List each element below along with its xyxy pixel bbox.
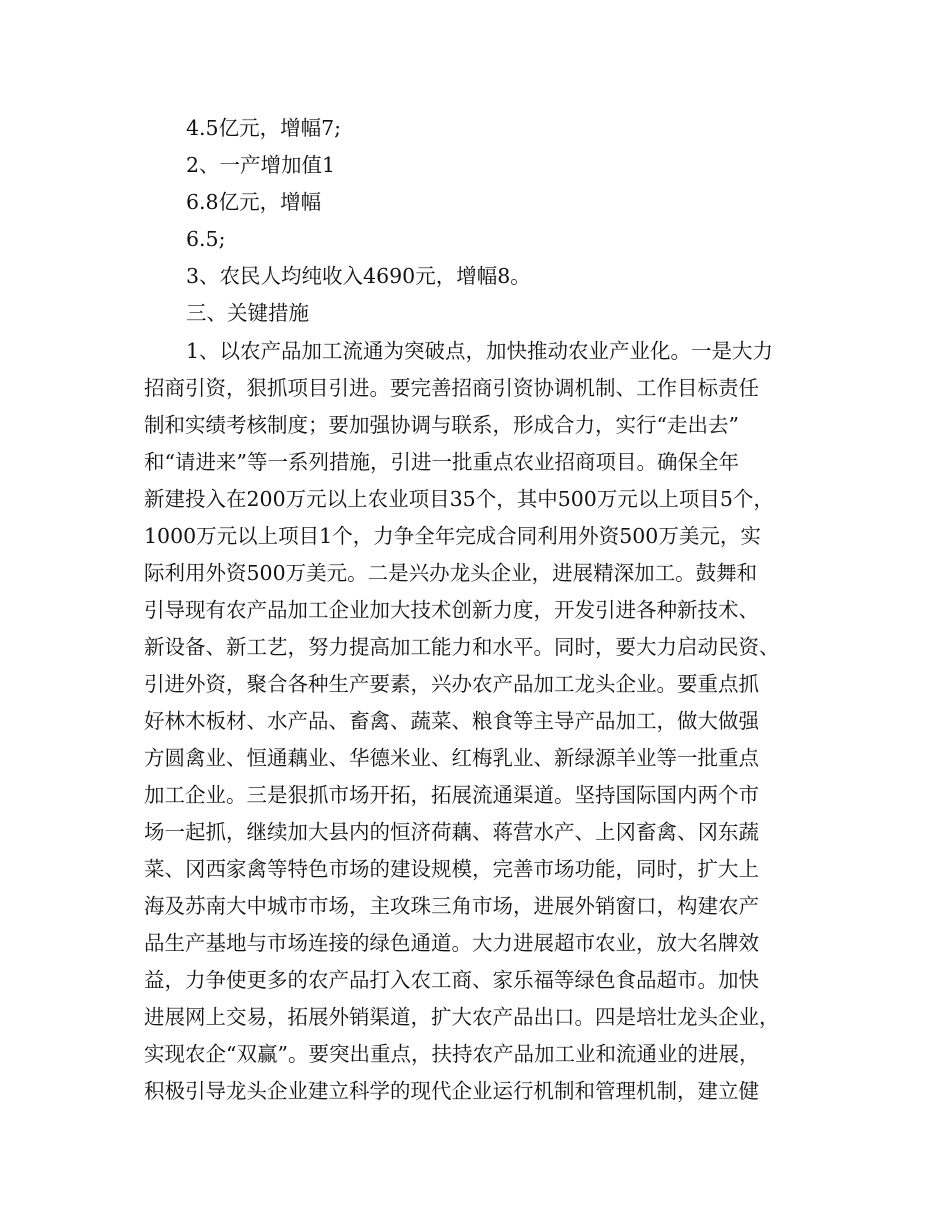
section-heading: 三、关键措施 — [186, 301, 309, 325]
text-line: 6.5; — [186, 227, 226, 251]
paragraph-line: 招商引资，狠抓项目引进。要完善招商引资协调机制、工作目标责任 — [144, 376, 759, 400]
paragraph-line: 引导现有农产品加工企业加大技术创新力度，开发引进各种新技术、 — [144, 598, 759, 622]
paragraph-line: 进展网上交易，拓展外销渠道，扩大农产品出口。四是培壮龙头企业， — [144, 1005, 780, 1029]
paragraph-line: 积极引导龙头企业建立科学的现代企业运行机制和管理机制，建立健 — [144, 1079, 759, 1103]
paragraph-line: 加工企业。三是狠抓市场开拓，拓展流通渠道。坚持国际国内两个市 — [144, 783, 759, 807]
paragraph-line: 1、以农产品加工流通为突破点，加快推动农业产业化。一是大力 — [186, 339, 774, 363]
paragraph-line: 新建投入在200万元以上农业项目35个，其中500万元以上项目5个， — [144, 487, 774, 511]
paragraph-line: 海及苏南大中城市市场，主攻珠三角市场，进展外销窗口，构建农产 — [144, 894, 759, 918]
paragraph-line: 品生产基地与市场连接的绿色通道。大力进展超市农业，放大名牌效 — [144, 931, 759, 955]
paragraph-line: 方圆禽业、恒通藕业、华德米业、红梅乳业、新绿源羊业等一批重点 — [144, 746, 759, 770]
paragraph-line: 实现农企“双赢”。要突出重点，扶持农产品加工业和流通业的进展， — [144, 1042, 760, 1066]
paragraph-line: 制和实绩考核制度；要加强协调与联系，形成合力，实行“走出去” — [144, 413, 739, 437]
paragraph-line: 引进外资，聚合各种生产要素，兴办农产品加工龙头企业。要重点抓 — [144, 672, 759, 696]
paragraph-line: 益，力争使更多的农产品打入农工商、家乐福等绿色食品超市。加快 — [144, 968, 759, 992]
paragraph-line: 际利用外资500万美元。二是兴办龙头企业，进展精深加工。鼓舞和 — [144, 561, 758, 585]
paragraph-line: 菜、冈西家禽等特色市场的建设规模，完善市场功能，同时，扩大上 — [144, 857, 759, 881]
paragraph-line: 场一起抓，继续加大县内的恒济荷藕、蒋营水产、上冈畜禽、冈东蔬 — [144, 820, 759, 844]
text-line: 2、一产增加值1 — [186, 153, 336, 177]
paragraph-line: 1000万元以上项目1个，力争全年完成合同利用外资500万美元，实 — [144, 524, 761, 548]
text-line: 6.8亿元，增幅 — [186, 190, 322, 214]
paragraph-line: 新设备、新工艺，努力提高加工能力和水平。同时，要大力启动民资、 — [144, 635, 780, 659]
paragraph-line: 和“请进来”等一系列措施，引进一批重点农业招商项目。确保全年 — [144, 450, 739, 474]
text-line: 4.5亿元，增幅7; — [186, 116, 342, 140]
text-line: 3、农民人均纯收入4690元，增幅8。 — [186, 264, 531, 288]
paragraph-line: 好林木板材、水产品、畜禽、蔬菜、粮食等主导产品加工，做大做强 — [144, 709, 759, 733]
